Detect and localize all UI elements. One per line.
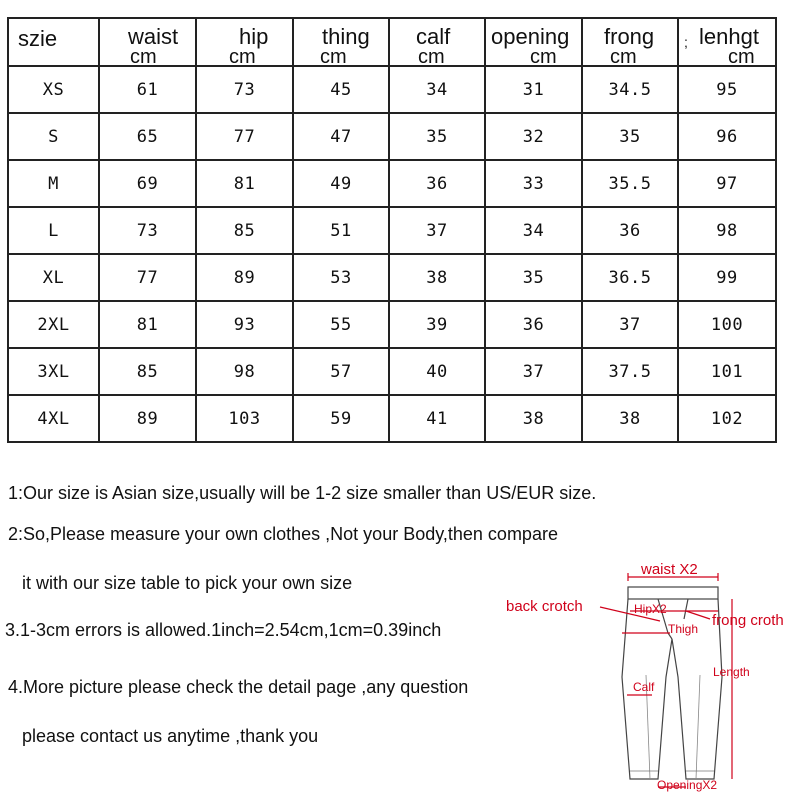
- measurement-cell: 77: [99, 254, 196, 301]
- measurement-cell: 41: [389, 395, 485, 442]
- size-chart-table: [7, 17, 777, 443]
- size-cell: 3XL: [8, 348, 99, 395]
- header-unit: cm: [320, 46, 347, 68]
- size-cell: 2XL: [8, 301, 99, 348]
- header-unit: cm: [610, 46, 637, 68]
- measurement-cell: 101: [678, 348, 776, 395]
- header-label: thing: [322, 24, 370, 49]
- measurement-cell: 98: [678, 207, 776, 254]
- measurement-cell: 47: [293, 113, 389, 160]
- size-cell: 4XL: [8, 395, 99, 442]
- label-length: Length: [713, 665, 750, 679]
- size-cell: XS: [8, 66, 99, 113]
- header-unit: cm: [418, 46, 445, 68]
- measurement-cell: 99: [678, 254, 776, 301]
- measurement-cell: 97: [678, 160, 776, 207]
- measurement-cell: 38: [389, 254, 485, 301]
- header-length: [678, 18, 776, 66]
- measurement-cell: 85: [196, 207, 293, 254]
- measurement-cell: 61: [99, 66, 196, 113]
- measurement-cell: 49: [293, 160, 389, 207]
- measurement-cell: 85: [99, 348, 196, 395]
- header-unit: cm: [229, 46, 256, 68]
- label-thigh: Thigh: [668, 622, 699, 636]
- measurement-cell: 37: [485, 348, 582, 395]
- measurement-cell: 53: [293, 254, 389, 301]
- header-mark: ;: [684, 34, 688, 50]
- measurement-cell: 93: [196, 301, 293, 348]
- table-row: [8, 160, 776, 207]
- note-2: 2:So,Please measure your own clothes ,Not your Body,then compare: [8, 524, 558, 544]
- measurement-cell: 77: [196, 113, 293, 160]
- measurement-cell: 38: [582, 395, 678, 442]
- note-2-continued: it with our size table to pick your own size: [22, 573, 353, 593]
- table-row: [8, 254, 776, 301]
- measurement-cell: 98: [196, 348, 293, 395]
- measurement-cell: 36: [582, 207, 678, 254]
- measurement-cell: 55: [293, 301, 389, 348]
- measurement-cell: 81: [99, 301, 196, 348]
- table-row: [8, 207, 776, 254]
- pants-measurement-diagram: [500, 555, 800, 800]
- measurement-cell: 37: [389, 207, 485, 254]
- measurement-cell: 39: [389, 301, 485, 348]
- measurement-cell: 102: [678, 395, 776, 442]
- size-cell: L: [8, 207, 99, 254]
- measurement-cell: 57: [293, 348, 389, 395]
- size-cell: XL: [8, 254, 99, 301]
- header-unit: cm: [530, 46, 557, 68]
- label-waist: waist X2: [641, 561, 698, 578]
- header-label: frong: [604, 24, 655, 49]
- measurement-cell: 103: [196, 395, 293, 442]
- header-label: waist: [128, 24, 179, 49]
- note-4-continued: please contact us anytime ,thank you: [22, 726, 319, 746]
- note-4: 4.More picture please check the detail page ,any question: [8, 677, 469, 697]
- note-3: 3.1-3cm errors is allowed.1inch=2.54cm,1cm=0.39inch: [5, 620, 442, 640]
- label-back-crotch: back crotch: [506, 598, 583, 615]
- note-1: 1:Our size is Asian size,usually will be 1-2 size smaller than US/EUR size.: [8, 483, 597, 503]
- measurement-cell: 81: [196, 160, 293, 207]
- measurement-cell: 45: [293, 66, 389, 113]
- header-size: [8, 18, 99, 66]
- header-waist: [99, 18, 196, 66]
- measurement-cell: 37.5: [582, 348, 678, 395]
- header-label: hip: [239, 24, 269, 49]
- measurement-cell: 34: [389, 66, 485, 113]
- table-body: [8, 66, 776, 442]
- measurement-cell: 36: [389, 160, 485, 207]
- measurement-cell: 59: [293, 395, 389, 442]
- table-header-row: [8, 18, 776, 66]
- measurement-cell: 89: [196, 254, 293, 301]
- measurement-cell: 40: [389, 348, 485, 395]
- size-cell: M: [8, 160, 99, 207]
- measurement-cell: 96: [678, 113, 776, 160]
- measurement-cell: 73: [196, 66, 293, 113]
- measurement-cell: 31: [485, 66, 582, 113]
- measurement-cell: 32: [485, 113, 582, 160]
- label-front-crotch: frong croth: [712, 612, 784, 629]
- measurement-cell: 69: [99, 160, 196, 207]
- label-hip: HipX2: [634, 602, 667, 616]
- table-row: [8, 301, 776, 348]
- table-row: [8, 113, 776, 160]
- header-opening: [485, 18, 582, 66]
- measurement-cell: 36.5: [582, 254, 678, 301]
- measurement-cell: 34.5: [582, 66, 678, 113]
- size-cell: S: [8, 113, 99, 160]
- header-label: opening: [491, 24, 570, 49]
- header-unit: cm: [728, 46, 755, 68]
- measurement-cell: 34: [485, 207, 582, 254]
- size-table: [7, 17, 777, 443]
- measurement-cell: 37: [582, 301, 678, 348]
- label-opening: OpeningX2: [657, 778, 718, 792]
- table-row: [8, 66, 776, 113]
- measurement-cell: 89: [99, 395, 196, 442]
- table-row: [8, 348, 776, 395]
- measurement-cell: 35: [582, 113, 678, 160]
- measurement-cell: 51: [293, 207, 389, 254]
- measurement-cell: 33: [485, 160, 582, 207]
- measurement-cell: 38: [485, 395, 582, 442]
- header-label: calf: [416, 24, 451, 49]
- measurement-cell: 73: [99, 207, 196, 254]
- header-front: [582, 18, 678, 66]
- header-label: szie: [18, 26, 58, 51]
- measurement-cell: 100: [678, 301, 776, 348]
- header-unit: cm: [130, 46, 157, 68]
- header-label: lenhgt: [699, 24, 759, 49]
- header-hip: [196, 18, 293, 66]
- measurement-cell: 35.5: [582, 160, 678, 207]
- table-row: [8, 395, 776, 442]
- measurement-cell: 95: [678, 66, 776, 113]
- measurement-cell: 35: [485, 254, 582, 301]
- header-calf: [389, 18, 485, 66]
- header-thigh: [293, 18, 389, 66]
- measurement-cell: 35: [389, 113, 485, 160]
- label-calf: Calf: [633, 680, 655, 694]
- measurement-cell: 36: [485, 301, 582, 348]
- measurement-cell: 65: [99, 113, 196, 160]
